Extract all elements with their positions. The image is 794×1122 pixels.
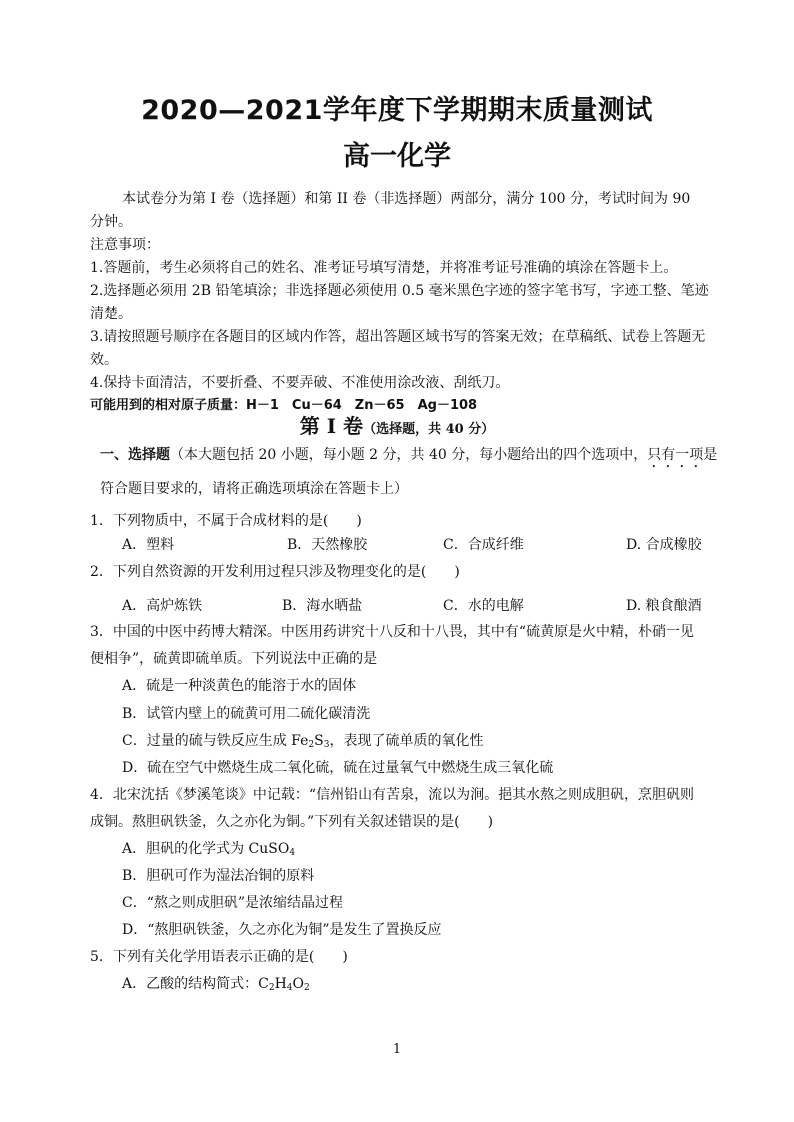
q2-option-c: C．水的电解 — [443, 598, 524, 614]
intro-line-1: 本试卷分为第 I 卷（选择题）和第 II 卷（非选择题）两部分，满分 100 分，考试时间为 90 — [122, 191, 691, 207]
q3-option-d: D．硫在空气中燃烧生成二氧化硫，硫在过量氧气中燃烧生成三氧化硫 — [122, 760, 554, 776]
q3-option-c-sub2: 3 — [323, 740, 330, 750]
q5-option-a-mid2: O — [292, 976, 304, 992]
section-title-sub: （选择题，共 40 分） — [363, 422, 495, 437]
q4-option-a-sub: 4 — [289, 848, 296, 858]
q4-option-c: C．“熬之则成胆矾”是浓缩结晶过程 — [122, 895, 344, 911]
page-number: 1 — [392, 1042, 402, 1057]
q4-option-b: B．胆矾可作为湿法冶铜的原料 — [122, 868, 315, 884]
section-heading-emph: 只有一项 — [647, 447, 704, 463]
q5-option-a-sub1: 2 — [268, 983, 275, 993]
section-heading — [100, 445, 718, 471]
q5-stem: 5．下列有关化学用语表示正确的是( ) — [90, 949, 348, 965]
q3-option-b: B．试管内壁上的硫黄可用二硫化碳清洗 — [122, 706, 371, 722]
q1-option-d: D. 合成橡胶 — [626, 537, 702, 553]
section-heading-end: 是 — [703, 447, 718, 463]
note-3b: 效。 — [90, 352, 118, 368]
note-4: 4.保持卡面清洁，不要折叠、不要弄破、不准使用涂改液、刮纸刀。 — [90, 375, 510, 391]
q4-stem-1: 4．北宋沈括《梦溪笔谈》中记载：“信州铅山有苦泉，流以为涧。挹其水熬之则成胆矾，烹胆矾则 — [90, 787, 695, 803]
notes-label: 注意事项： — [90, 237, 160, 253]
q5-option-a-mid1: H — [274, 976, 287, 992]
q3-stem-2: 便相争”，硫黄即硫单质。下列说法中正确的是 — [90, 651, 378, 667]
q3-option-a: A．硫是一种淡黄色的能溶于水的固体 — [122, 678, 357, 694]
note-2a: 2.选择题必须用 2B 铅笔填涂；非选择题必须使用 0.5 毫米黑色字迹的签字笔书写，字迹工整、笔迹 — [90, 283, 709, 299]
q5-option-a-sub2: 4 — [286, 983, 293, 993]
section-heading-bold: 一、选择题 — [100, 447, 170, 463]
q4-option-d: D．“熬胆矾铁釜，久之亦化为铜”是发生了置换反应 — [122, 922, 442, 938]
section-title-main: 第 I 卷 — [299, 414, 364, 438]
q2-stem: 2．下列自然资源的开发利用过程只涉及物理变化的是( ) — [90, 564, 460, 580]
section-heading-rest: （本大题包括 20 小题，每小题 2 分，共 40 分，每小题给出的四个选项中， — [170, 447, 648, 463]
atomic-mass: 可能用到的相对原子质量：H－1 Cu－64 Zn－65 Ag－108 — [90, 398, 478, 413]
section-title — [0, 410, 794, 439]
q3-option-c — [122, 731, 483, 751]
q4-stem-2: 成铜。熬胆矾铁釜，久之亦化为铜。”下列有关叙述错误的是( ) — [90, 814, 494, 830]
section-heading-line2: 符合题目要求的，请将正确选项填涂在答题卡上） — [100, 481, 408, 497]
q3-option-c-mid: S — [314, 733, 324, 749]
q3-option-c-post: ，表现了硫单质的氧化性 — [329, 733, 484, 749]
q5-option-a-pre: A．乙酸的结构简式：C — [122, 976, 269, 992]
q4-option-a-pre: A．胆矾的化学式为 CuSO — [122, 841, 290, 857]
exam-subject: 高一化学 — [343, 141, 451, 172]
intro-line-2: 分钟。 — [90, 214, 132, 230]
q3-option-c-pre: C．过量的硫与铁反应生成 Fe — [122, 733, 309, 749]
note-3a: 3.请按照题号顺序在各题目的区域内作答，超出答题区域书写的答案无效；在草稿纸、试卷上答题无 — [90, 329, 706, 345]
q1-stem: 1．下列物质中，不属于合成材料的是( ) — [90, 513, 362, 529]
q5-option-a — [122, 974, 310, 994]
q3-option-c-sub1: 2 — [308, 740, 315, 750]
q1-option-b: B．天然橡胶 — [287, 537, 368, 553]
q2-option-d: D. 粮食酿酒 — [626, 598, 702, 614]
q2-option-a: A．高炉炼铁 — [122, 598, 203, 614]
note-1: 1.答题前，考生必须将自己的姓名、准考证号填写清楚，并将准考证号准确的填涂在答题卡上。 — [90, 260, 678, 276]
q1-option-a: A．塑料 — [122, 537, 175, 553]
note-2b: 清楚。 — [90, 306, 132, 322]
q1-option-c: C．合成纤维 — [443, 537, 524, 553]
q2-option-b: B．海水晒盐 — [282, 598, 363, 614]
exam-title: 2020—2021学年度下学期期末质量测试 — [141, 95, 653, 126]
q4-option-a — [122, 839, 295, 859]
q5-option-a-sub3: 2 — [304, 983, 310, 993]
q3-stem-1: 3．中国的中医中药博大精深。中医用药讲究十八反和十八畏，其中有“硫黄原是火中精，朴硝一见 — [90, 624, 695, 640]
